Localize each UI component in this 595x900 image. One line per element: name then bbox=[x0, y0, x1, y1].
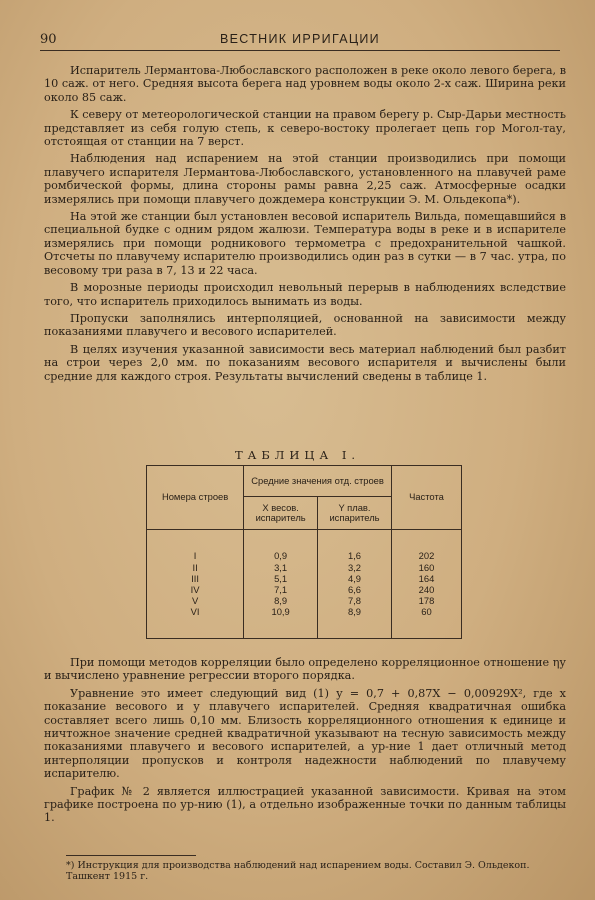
paragraph: В целях изучения указанной зависимости весь материал наблюдений был разбит на строи через 2,0 мм. по показаниям весового испарителя и вычислены были средние для каждого строя. Результаты вычислений сведены в таблице 1. bbox=[44, 342, 566, 383]
table-body bbox=[147, 530, 462, 639]
table-title: ТАБЛИЦА I. bbox=[234, 448, 361, 462]
table-cell: 6,6 bbox=[347, 584, 362, 595]
col-header-y: Y плав. испаритель bbox=[318, 497, 392, 530]
footnote-divider bbox=[66, 855, 196, 856]
footnote-line: *) Инструкция для производства наблюдений над испарением воды. Составил Э. Ольдекоп. bbox=[66, 860, 530, 871]
table-cell: 8,9 bbox=[274, 595, 288, 607]
table-cell: 7,8 bbox=[347, 595, 362, 607]
table-cell: 240 bbox=[418, 584, 435, 595]
paragraph: Уравнение это имеет следующий вид (1) у = 0,7 + 0,87Х − 0,00929Х², где х показание весового и у плавучего испарителей. Средняя квадратичная ошибка составляет всего лишь 0,10 мм. Близость корреляционного отношения к единице и ничтожное значение средней квадратичной указывают на тесную зависимость между показаниями плавучего и весового испарителей, а ур-ние 1 дает отличный метод интерполяции пропусков и контроля надежности наблюдений по плавучему испарителю. bbox=[44, 686, 566, 781]
body-text-top bbox=[44, 64, 566, 387]
paragraph: При помощи методов корреляции было определено корреляционное отношение ηу и вычислено уравнение регрессии второго порядка. bbox=[44, 656, 566, 683]
table-cell: 5,1 bbox=[274, 572, 288, 584]
paragraph: Наблюдения над испарением на этой станции производились при помощи плавучего испарителя Лермантова-Любославского, установленного на плавучей раме ромбической формы, длина стороны рамы равна 2,25 саж. Атмосферные осадки измерялись при помощи плавучего дождемера конструкции Э. М. Ольдекопа*). bbox=[44, 152, 566, 206]
paragraph: График № 2 является иллюстрацией указанной зависимости. Кривая на этом графике построена по ур-нию (1), а отдельно изображенные точки по данным таблицы 1. bbox=[44, 784, 566, 825]
table-cell: 10,9 bbox=[271, 606, 290, 618]
table-cell: 4,9 bbox=[347, 572, 362, 584]
table-cell: 8,9 bbox=[347, 606, 362, 618]
page-header bbox=[40, 30, 560, 51]
table-cell: V bbox=[191, 595, 199, 607]
table-cell: 178 bbox=[418, 595, 435, 607]
cell-numbers bbox=[147, 530, 244, 639]
table-cell: 202 bbox=[418, 550, 435, 562]
table-cell: 7,1 bbox=[274, 584, 288, 595]
table-cell: 60 bbox=[421, 606, 432, 618]
table-cell: III bbox=[191, 572, 199, 584]
data-table bbox=[146, 465, 462, 639]
table-cell: 1,6 bbox=[347, 550, 362, 562]
paragraph: К северу от метеорологической станции на правом берегу р. Сыр-Дарьи местность представляет из себя голую степь, к северо-востоку пролегает цепь гор Могол-тау, отстоящая от станции на 7 верст. bbox=[44, 108, 566, 149]
paragraph: На этой же станции был установлен весовой испаритель Вильда, помещавшийся в специальной будке с одним рядом жалюзи. Температура воды в реке и в испарителе измерялись при помощи родникового термометра с предохранительной чашкой. Отсчеты по плавучему испарителю производились один раз в сутки — в 7 час. утра, по весовому три раза в 7, 13 и 22 часа. bbox=[44, 210, 566, 277]
footnote-line: Ташкент 1915 г. bbox=[66, 871, 149, 882]
col-header-means: Средние значения отд. строев bbox=[244, 466, 392, 497]
table-cell: VI bbox=[190, 606, 200, 618]
footnote bbox=[66, 860, 566, 882]
col-header-number: Номера строев bbox=[147, 466, 244, 530]
col-header-frequency: Частота bbox=[391, 466, 461, 530]
table-cell: 160 bbox=[418, 561, 435, 573]
cell-frequencies bbox=[391, 530, 461, 639]
table-cell: II bbox=[192, 561, 198, 573]
table-cell: 164 bbox=[418, 572, 435, 584]
body-text-bottom bbox=[44, 656, 566, 829]
paragraph: Испаритель Лермантова-Любославского расположен в реке около левого берега, в 10 саж. от него. Средняя высота берега над уровнем воды около 2-х саж. Ширина реки около 85 саж. bbox=[44, 64, 566, 104]
page-number: 90 bbox=[40, 32, 57, 47]
paragraph: Пропуски заполнялись интерполяцией, основанной на зависимости между показаниями плавучего и весового испарителей. bbox=[44, 311, 566, 339]
running-title: ВЕСТНИК ИРРИГАЦИИ bbox=[220, 32, 380, 46]
table-cell: 3,2 bbox=[347, 561, 362, 573]
table-cell: I bbox=[193, 550, 197, 562]
paragraph: В морозные периоды происходил невольный перерыв в наблюдениях вследствие того, что испаритель приходилось вынимать из воды. bbox=[44, 281, 566, 308]
table-cell: 0,9 bbox=[274, 550, 288, 562]
table-cell: 3,1 bbox=[274, 561, 288, 573]
col-header-x: X весов. испаритель bbox=[244, 497, 318, 530]
cell-x-values bbox=[244, 530, 318, 639]
cell-y-values bbox=[318, 530, 392, 639]
table-cell: IV bbox=[190, 584, 200, 595]
